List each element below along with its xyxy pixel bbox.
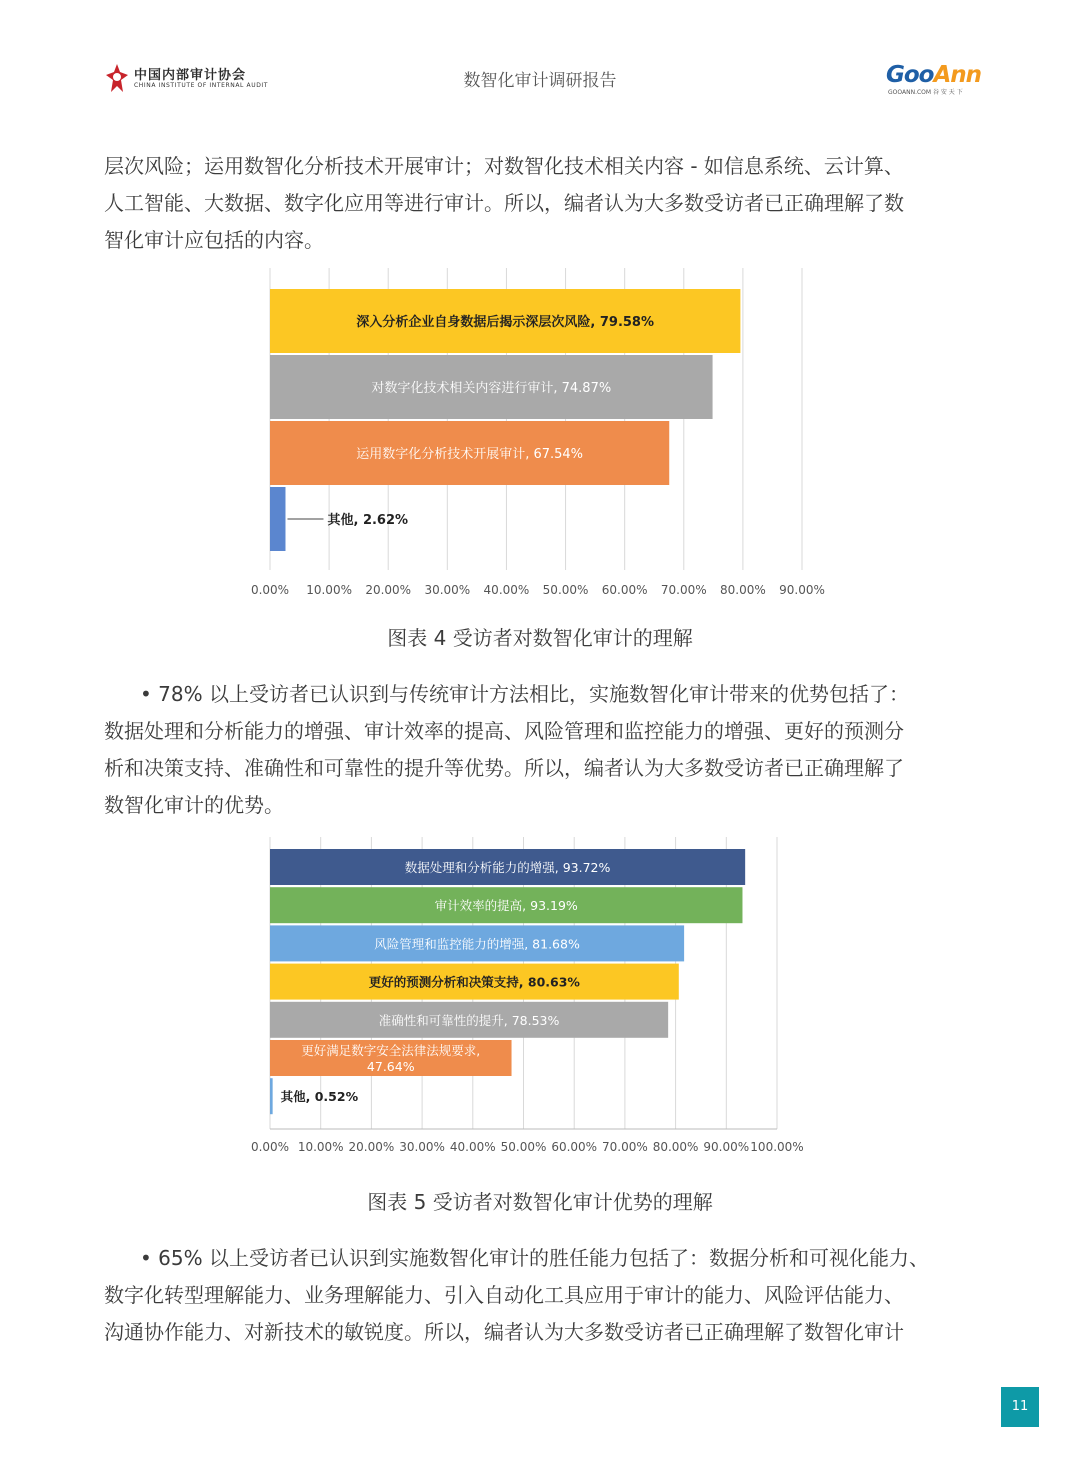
x-tick-label: 0.00% <box>250 583 290 597</box>
x-tick-label: 100.00% <box>750 1140 804 1154</box>
chart-understanding <box>240 260 840 610</box>
brand-wordmark: GooAnn <box>886 62 982 88</box>
x-tick-label: 40.00% <box>449 1140 496 1154</box>
x-tick-label: 70.00% <box>602 1140 648 1154</box>
paragraph-line: 层次风险；运用数智化分析技术开展审计；对数智化技术相关内容 - 如信息系统、云计算、 <box>104 154 904 178</box>
data-label: 深入分析企业自身数据后揭示深层次风险, 79.58% <box>356 315 655 330</box>
data-label: 更好满足数字安全法律法规要求, <box>301 1043 481 1058</box>
data-label: 其他, 2.62% <box>327 513 409 528</box>
paragraph-line: 数据处理和分析能力的增强、审计效率的提高、风险管理和监控能力的增强、更好的预测分 <box>104 719 904 743</box>
x-tick-label: 60.00% <box>551 1140 598 1154</box>
data-label: 运用数字化分析技术开展审计, 67.54% <box>356 447 584 462</box>
data-label: 47.64% <box>366 1059 415 1074</box>
x-tick-label: 10.00% <box>306 583 352 597</box>
x-tick-label: 20.00% <box>348 1140 395 1154</box>
paragraph-line: 析和决策支持、准确性和可靠性的提升等优势。所以，编者认为大多数受访者已正确理解了 <box>104 756 904 780</box>
paragraph-line: 数字化转型理解能力、业务理解能力、引入自动化工具应用于审计的能力、风险评估能力、 <box>104 1283 904 1307</box>
org-name-cn: 中国内部审计协会 <box>134 68 247 83</box>
paragraph-1 <box>104 148 979 259</box>
page-number: 11 <box>1001 1387 1039 1427</box>
x-tick-label: 90.00% <box>703 1140 750 1154</box>
x-tick-label: 10.00% <box>297 1140 344 1154</box>
paragraph-line: 人工智能、大数据、数字化应用等进行审计。所以，编者认为大多数受访者已正确理解了数 <box>104 191 904 215</box>
x-tick-label: 80.00% <box>652 1140 699 1154</box>
data-label: 更好的预测分析和决策支持, 80.63% <box>368 974 580 990</box>
x-tick-label: 70.00% <box>660 583 707 597</box>
paragraph-line: 沟通协作能力、对新技术的敏锐度。所以，编者认为大多数受访者已正确理解了数智化审计 <box>104 1320 904 1344</box>
brand-subtitle: GOOANN.COM 谷 安 天 下 <box>888 89 963 96</box>
bar <box>270 487 285 551</box>
x-tick-label: 50.00% <box>542 583 589 597</box>
x-tick-label: 30.00% <box>424 583 471 597</box>
gooann-logo <box>886 62 982 96</box>
chart-advantages <box>240 835 820 1165</box>
page-header <box>0 0 1080 110</box>
figure-4-caption: 图表 4 受访者对数智化审计的理解 <box>387 626 693 650</box>
data-label: 对数字化技术相关内容进行审计, 74.87% <box>371 381 612 396</box>
paragraph-line: • 65% 以上受访者已认识到实施数智化审计的胜任能力包括了：数据分析和可视化能力、 <box>140 1246 929 1270</box>
data-label: 其他, 0.52% <box>280 1089 359 1105</box>
x-tick-label: 80.00% <box>720 583 766 597</box>
x-tick-label: 50.00% <box>500 1140 547 1154</box>
data-label: 数据处理和分析能力的增强, 93.72% <box>404 860 611 875</box>
x-tick-label: 40.00% <box>483 583 530 597</box>
data-label: 风险管理和监控能力的增强, 81.68% <box>374 936 580 952</box>
paragraph-3 <box>104 1240 979 1351</box>
bar <box>270 1078 273 1114</box>
paragraph-2 <box>104 676 979 824</box>
x-tick-label: 60.00% <box>601 583 648 597</box>
data-label: 审计效率的提高, 93.19% <box>434 898 578 914</box>
paragraph-line: 数智化审计的优势。 <box>104 793 284 817</box>
x-tick-label: 30.00% <box>399 1140 445 1154</box>
x-tick-label: 0.00% <box>250 1140 290 1154</box>
data-label: 准确性和可靠性的提升, 78.53% <box>378 1012 560 1028</box>
paragraph-line: 智化审计应包括的内容。 <box>104 228 324 252</box>
figure-5-caption: 图表 5 受访者对数智化审计优势的理解 <box>367 1190 713 1214</box>
x-tick-label: 90.00% <box>779 583 825 597</box>
paragraph-line: • 78% 以上受访者已认识到与传统审计方法相比，实施数智化审计带来的优势包括了： <box>140 682 909 706</box>
document-title: 数智化审计调研报告 <box>463 71 617 91</box>
x-tick-label: 20.00% <box>365 583 412 597</box>
org-name-en: CHINA INSTITUTE OF INTERNAL AUDIT <box>134 82 269 89</box>
